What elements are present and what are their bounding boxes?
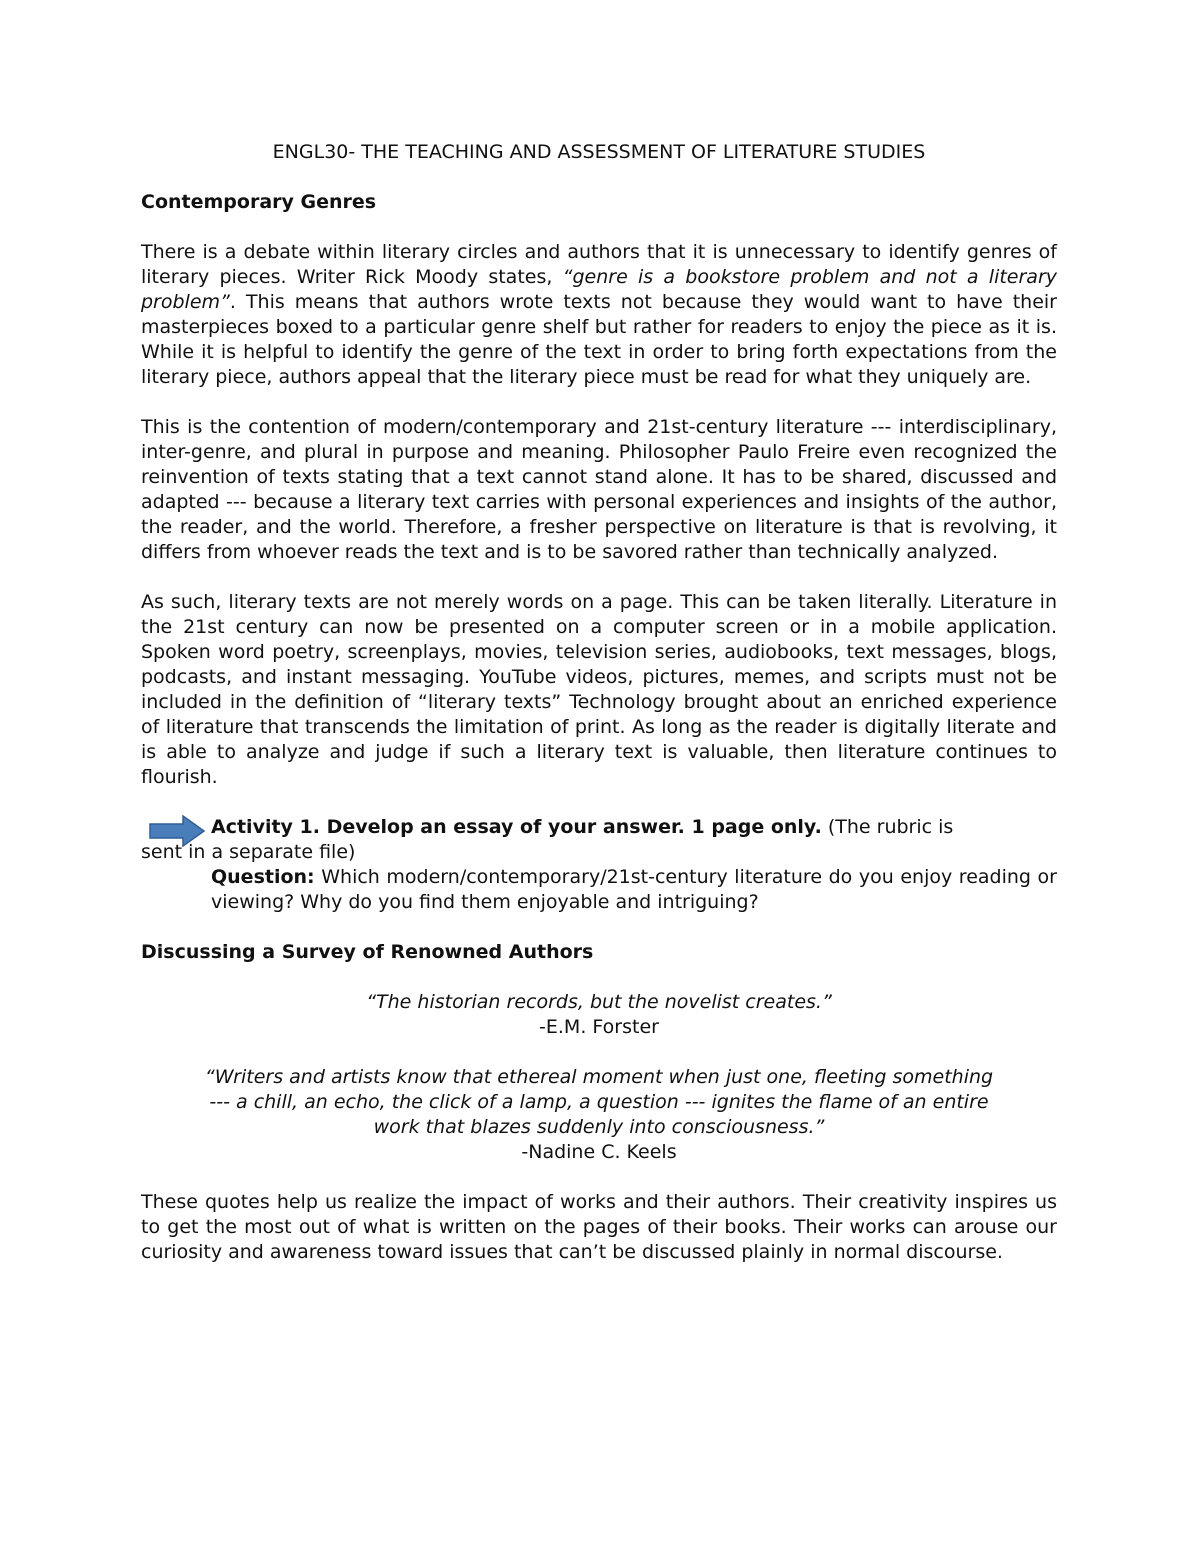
section-heading-contemporary-genres: Contemporary Genres <box>141 191 377 213</box>
activity-line <box>141 815 1057 840</box>
paragraph-quotes-impact: These quotes help us realize the impact of works and their authors. Their creativity inspires us to get the most out of what is written on the pages of their books. Their works can arouse our curiosity and awareness toward issues that can’t be discussed plainly in normal discourse. <box>141 1191 1057 1263</box>
right-arrow-icon <box>149 815 205 847</box>
paragraph-text: There is a debate within literary circles and authors that it is unnecessary to identify genres of literary pieces. Writer Rick Moody states, <box>141 241 1057 288</box>
document-title: ENGL30- THE TEACHING AND ASSESSMENT OF LITERATURE STUDIES <box>272 141 926 163</box>
activity-question <box>141 865 1057 915</box>
activity-note-continued: sent in a separate file) <box>141 841 356 863</box>
document-page <box>141 140 1057 1290</box>
quote-keels-line-1: “Writers and artists know that ethereal moment when just one, fleeting something <box>204 1066 994 1088</box>
section-heading-renowned-authors: Discussing a Survey of Renowned Authors <box>141 941 594 963</box>
activity-block <box>141 815 1057 915</box>
paragraph-genre-debate <box>141 240 1057 390</box>
paragraph-contention: This is the contention of modern/contemporary and 21st-century literature --- interdisciplinary, inter-genre, and plural in purpose and meaning. Philosopher Paulo Freire even recognized the reinvention of texts stating that a text cannot stand alone. It has to be shared, discussed and adapted --- because a literary text carries with personal experiences and insights of the author, the reader, and the world. Therefore, a fresher perspective on literature is that is revolving, it differs from whoever reads the text and is to be savored rather than technically analyzed. <box>141 416 1057 563</box>
activity-note: (The rubric is <box>827 816 954 838</box>
quote-block-keels <box>141 1065 1057 1165</box>
quote-forster: “The historian records, but the novelist creates.” <box>366 991 832 1013</box>
activity-label: Activity 1. Develop an essay of your answer. 1 page only. <box>211 816 822 838</box>
question-text: Which modern/contemporary/21st-century literature do you enjoy reading or viewing? Why do you find them enjoyable and intriguing? <box>211 866 1057 913</box>
quote-keels-line-2: --- a chill, an echo, the click of a lamp, a question --- ignites the flame of an entire <box>209 1091 989 1113</box>
quote-author-keels: -Nadine C. Keels <box>521 1141 677 1163</box>
paragraph-literary-texts: As such, literary texts are not merely words on a page. This can be taken literally. Literature in the 21st century can now be presented on a computer screen or in a mobile application. Spoken word poetry, screenplays, movies, television series, audiobooks, text messages, blogs, podcasts, and instant messaging. YouTube videos, pictures, memes, and scripts must not be included in the definition of “literary texts” Technology brought about an enriched experience of literature that transcends the limitation of print. As long as the reader is digitally literate and is able to analyze and judge if such a literary text is valuable, then literature continues to flourish. <box>141 591 1057 788</box>
quote-author-forster: -E.M. Forster <box>539 1016 659 1038</box>
rick-moody-quote: “genre is a bookstore problem and not a literary problem” <box>141 266 1057 313</box>
question-label: Question: <box>211 866 315 888</box>
quote-keels-line-3: work that blazes suddenly into consciousness.” <box>373 1116 825 1138</box>
paragraph-text: . This means that authors wrote texts not because they would want to have their masterpieces boxed to a particular genre shelf but rather for readers to enjoy the piece as it is. While it is helpful to identify the genre of the text in order to bring forth expectations from the literary piece, authors appeal that the literary piece must be read for what they uniquely are. <box>141 291 1057 388</box>
quote-block-forster <box>141 990 1057 1040</box>
